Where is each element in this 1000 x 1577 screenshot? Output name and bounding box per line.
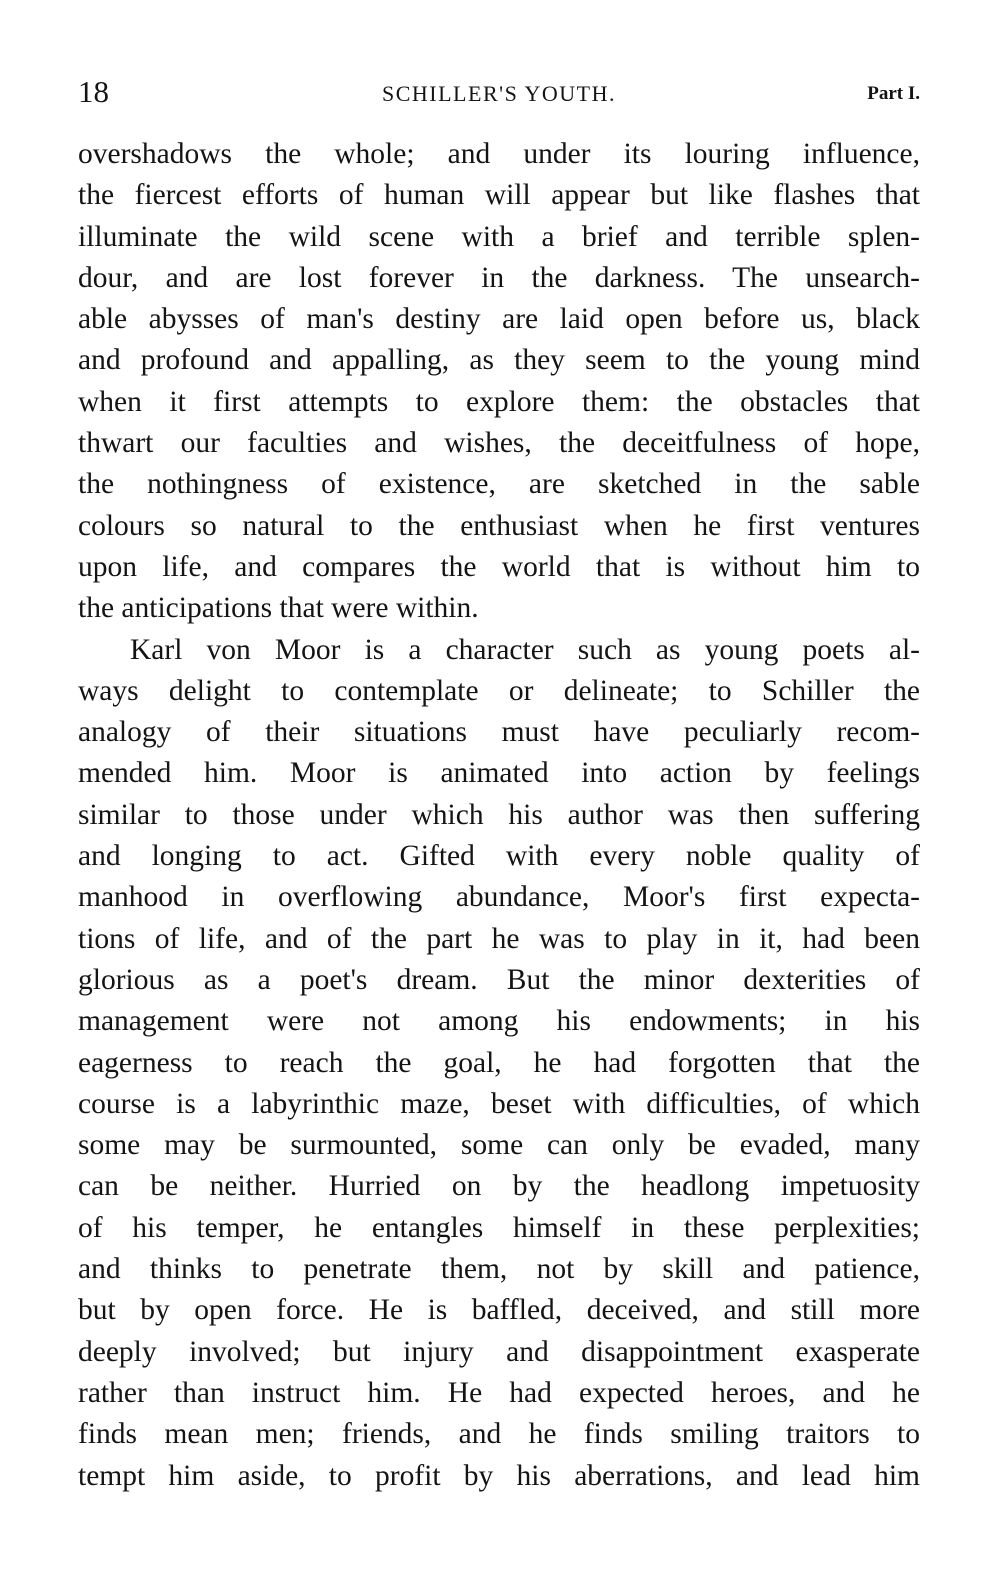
text-line: rather than instruct him. He had expected heroes, and he [78,1376,920,1409]
text-line: but by open force. He is baffled, deceived, and still more [78,1294,920,1327]
part-label: Part I. [867,83,920,104]
text-line: able abysses of man's destiny are laid open before us, black [78,303,920,336]
text-line: management were not among his endowments; in his [78,1005,920,1038]
text-line: tions of life, and of the part he was to play in it, had been [78,922,920,955]
text-line: Karl von Moor is a character such as young poets al- [130,633,920,666]
text-line: of his temper, he entangles himself in these perplexities; [78,1211,920,1244]
body-text [78,134,920,1497]
text-line: dour, and are lost forever in the darkness. The unsearch- [78,261,920,294]
text-line: when it first attempts to explore them: the obstacles that [78,385,920,418]
text-line: course is a labyrinthic maze, beset with difficulties, of which [78,1087,920,1120]
text-line: and longing to act. Gifted with every noble quality of [78,840,920,873]
text-line: and profound and appalling, as they seem to the young mind [78,344,920,377]
paragraph [78,630,920,1497]
text-line: analogy of their situations must have peculiarly recom- [78,716,920,749]
text-line: ways delight to contemplate or delineate; to Schiller the [78,674,920,707]
text-line: similar to those under which his author was then suffering [78,798,920,831]
text-line: colours so natural to the enthusiast when he first ventures [78,509,920,542]
text-line: mended him. Moor is animated into action by feelings [78,757,920,790]
text-line: illuminate the wild scene with a brief and terrible splen- [78,220,920,253]
text-line: glorious as a poet's dream. But the minor dexterities of [78,963,920,996]
text-line: some may be surmounted, some can only be evaded, many [78,1129,920,1162]
text-line: upon life, and compares the world that is without him to [78,550,920,583]
text-line: deeply involved; but injury and disappointment exasperate [78,1335,920,1368]
page-header [78,72,920,112]
running-title: SCHILLER'S YOUTH. [382,81,616,106]
text-line: finds mean men; friends, and he finds smiling traitors to [78,1418,920,1451]
page-number: 18 [78,74,109,109]
text-line: thwart our faculties and wishes, the deceitfulness of hope, [78,427,920,460]
text-line: the anticipations that were within. [78,592,479,625]
text-line: can be neither. Hurried on by the headlong impetuosity [78,1170,920,1203]
text-line: and thinks to penetrate them, not by skill and patience, [78,1253,920,1286]
text-line: tempt him aside, to profit by his aberrations, and lead him [78,1459,920,1492]
text-line: overshadows the whole; and under its louring influence, [78,138,920,170]
text-line: the fiercest efforts of human will appear but like flashes that [78,179,920,212]
text-line: eagerness to reach the goal, he had forgotten that the [78,1046,920,1079]
paragraph [78,134,920,630]
text-line: manhood in overflowing abundance, Moor's first expecta- [78,881,920,914]
text-line: the nothingness of existence, are sketched in the sable [78,468,920,501]
